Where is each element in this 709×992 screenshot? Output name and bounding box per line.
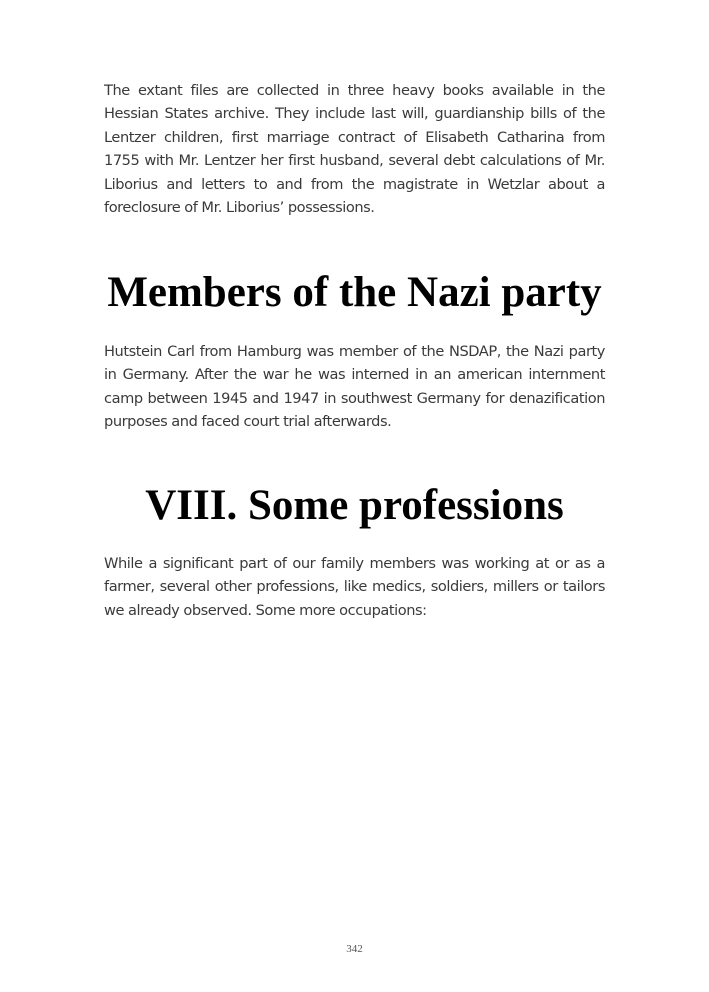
page-number: 342: [346, 943, 363, 955]
professions-paragraph: While a significant part of our family members was working at or as a farmer, several other professions, like medics, soldiers, millers or tailors we already observed. Some more occupations:: [104, 555, 605, 619]
archive-paragraph: The extant files are collected in three heavy books available in the Hessian States archive. They include last will, guardianship bills of the Lentzer children, first marriage contract of Elisabeth Catharina from 1755 with Mr. Lentzer her first husband, several debt calculations of Mr. Liborius and letters to and from the magistrate in Wetzlar about a foreclosure of Mr. Liborius’ possessions.: [104, 82, 605, 217]
nazi-party-paragraph: Hutstein Carl from Hamburg was member of the NSDAP, the Nazi party in Germany. After the war he was interned in an american internment camp between 1945 and 1947 in southwest Germany for denazification purposes and faced court trial afterwards.: [104, 343, 605, 431]
chapter-heading-professions: VIII. Some professions: [145, 482, 564, 529]
section-heading-nazi-party: Members of the Nazi party: [107, 269, 602, 316]
